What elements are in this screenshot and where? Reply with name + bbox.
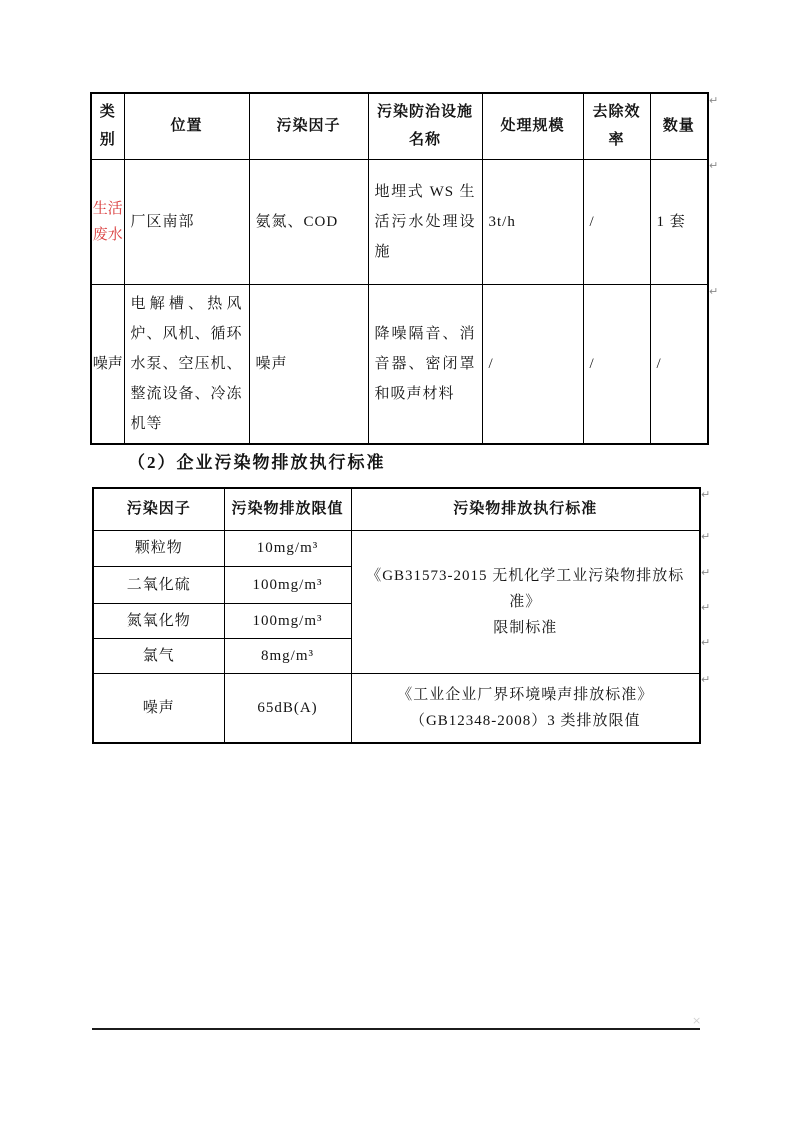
cell-pollutant: 氮氧化物 bbox=[93, 603, 224, 638]
cell-limit: 100mg/m³ bbox=[224, 603, 351, 638]
header-scale: 处理规模 bbox=[482, 93, 583, 159]
header-pollutant: 污染因子 bbox=[93, 488, 224, 530]
end-of-row-mark: ↵ bbox=[701, 488, 711, 501]
end-of-row-mark: ↵ bbox=[701, 566, 711, 579]
standards-table bbox=[92, 487, 701, 744]
noise-standard-line2: （GB12348-2008）3 类排放限值 bbox=[409, 712, 641, 729]
facilities-table bbox=[90, 92, 709, 445]
header-facility-name: 污染防治设施名称 bbox=[368, 93, 482, 159]
cell-facility: 降噪隔音、消音器、密闭罩和吸声材料 bbox=[368, 284, 482, 444]
cell-category-wastewater: 生活废水 bbox=[91, 159, 124, 284]
cell-scale: 3t/h bbox=[482, 159, 583, 284]
end-of-row-mark: ↵ bbox=[709, 159, 719, 172]
gas-standard-line2: 限制标准 bbox=[493, 619, 558, 636]
footnote-separator-line bbox=[92, 1028, 700, 1030]
header-standard: 污染物排放执行标准 bbox=[351, 488, 700, 530]
cell-category-noise: 噪声 bbox=[91, 284, 124, 444]
table-row bbox=[91, 284, 708, 444]
cell-facility: 地埋式 WS 生活污水处理设施 bbox=[368, 159, 482, 284]
table-row bbox=[93, 530, 700, 566]
header-efficiency: 去除效率 bbox=[583, 93, 650, 159]
cell-scale: / bbox=[482, 284, 583, 444]
cell-limit: 100mg/m³ bbox=[224, 566, 351, 603]
header-location: 位置 bbox=[124, 93, 249, 159]
header-category: 类别 bbox=[91, 93, 124, 159]
header-factor: 污染因子 bbox=[249, 93, 368, 159]
cell-quantity: 1 套 bbox=[650, 159, 708, 284]
cell-factor: 氨氮、COD bbox=[249, 159, 368, 284]
end-of-row-mark: ↵ bbox=[701, 636, 711, 649]
end-of-row-mark: ↵ bbox=[709, 94, 719, 107]
table-row bbox=[91, 159, 708, 284]
end-of-row-mark: ↵ bbox=[701, 530, 711, 543]
cell-pollutant: 噪声 bbox=[93, 673, 224, 743]
cell-factor: 噪声 bbox=[249, 284, 368, 444]
section-heading: （2）企业污染物排放执行标准 bbox=[128, 453, 386, 472]
cell-limit: 8mg/m³ bbox=[224, 638, 351, 673]
gas-standard-line1: 《GB31573-2015 无机化学工业污染物排放标准》 bbox=[366, 567, 685, 610]
header-limit: 污染物排放限值 bbox=[224, 488, 351, 530]
faint-anchor-mark: × bbox=[692, 1014, 702, 1027]
cell-location: 厂区南部 bbox=[124, 159, 249, 284]
cell-noise-standard bbox=[351, 673, 700, 743]
cell-location: 电解槽、热风炉、风机、循环水泵、空压机、整流设备、冷冻机等 bbox=[124, 284, 249, 444]
cell-limit: 65dB(A) bbox=[224, 673, 351, 743]
cell-gas-standard bbox=[351, 530, 700, 673]
end-of-row-mark: ↵ bbox=[701, 673, 711, 686]
table-row bbox=[93, 673, 700, 743]
end-of-row-mark: ↵ bbox=[709, 285, 719, 298]
cell-pollutant: 氯气 bbox=[93, 638, 224, 673]
facilities-header-row bbox=[91, 93, 708, 159]
cell-quantity: / bbox=[650, 284, 708, 444]
cell-efficiency: / bbox=[583, 159, 650, 284]
standards-header-row bbox=[93, 488, 700, 530]
noise-standard-line1: 《工业企业厂界环境噪声排放标准》 bbox=[397, 686, 654, 703]
header-quantity: 数量 bbox=[650, 93, 708, 159]
cell-limit: 10mg/m³ bbox=[224, 530, 351, 566]
cell-pollutant: 颗粒物 bbox=[93, 530, 224, 566]
cell-efficiency: / bbox=[583, 284, 650, 444]
cell-pollutant: 二氧化硫 bbox=[93, 566, 224, 603]
end-of-row-mark: ↵ bbox=[701, 601, 711, 614]
